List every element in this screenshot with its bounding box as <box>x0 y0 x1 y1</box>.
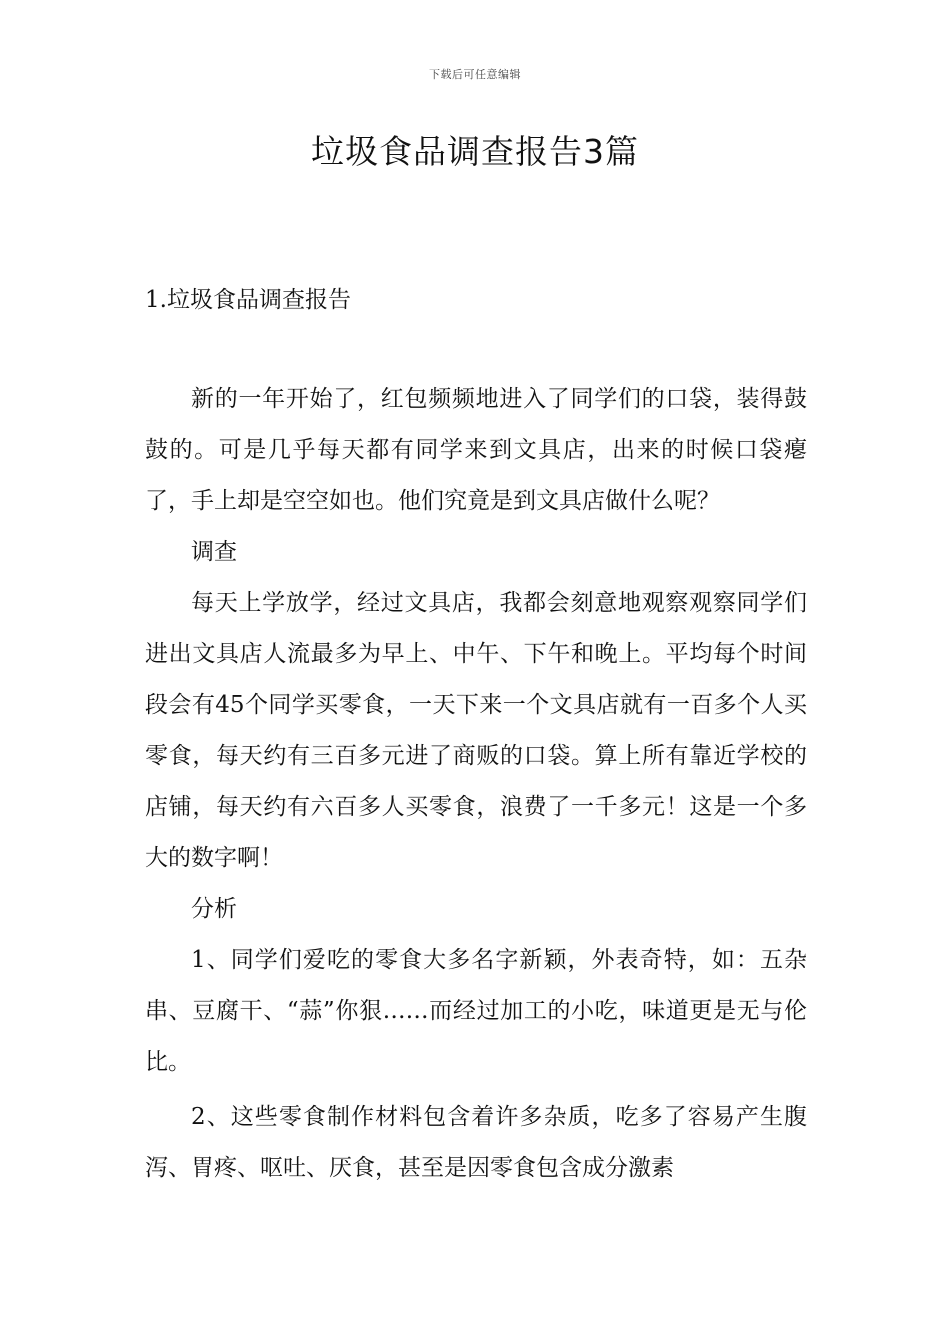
paragraph-survey: 每天上学放学，经过文具店，我都会刻意地观察观察同学们进出文具店人流最多为早上、中午、下午和晚上。平均每个时间段会有45个同学买零食，一天下来一个文具店就有一百多个人买零食，每天约有三百多元进了商贩的口袋。算上所有靠近学校的店铺，每天约有六百多人买零食，浪费了一千多元！这是一个多大的数字啊！ <box>145 590 807 871</box>
paragraph-intro: 新的一年开始了，红包频频地进入了同学们的口袋，装得鼓鼓的。可是几乎每天都有同学来到文具店，出来的时候口袋瘪了，手上却是空空如也。他们究竟是到文具店做什么呢？ <box>145 386 807 514</box>
paragraph-survey-heading: 调查 <box>191 539 237 565</box>
paragraph-analysis-1: 1、同学们爱吃的零食大多名字新颖，外表奇特，如：五杂串、豆腐干、“蒜”你狠……而经过加工的小吃，味道更是无与伦比。 <box>145 947 807 1075</box>
document-title: 垃圾食品调查报告3篇 <box>311 132 639 171</box>
report-body <box>145 374 807 1194</box>
header-note: 下载后可任意编辑 <box>429 68 521 81</box>
paragraph-analysis-heading: 分析 <box>191 896 237 922</box>
section-heading: 1.垃圾食品调查报告 <box>145 287 351 313</box>
paragraph-analysis-2: 2、这些零食制作材料包含着许多杂质，吃多了容易产生腹泻、胃疼、呕吐、厌食，甚至是因零食包含成分激素 <box>145 1104 807 1181</box>
